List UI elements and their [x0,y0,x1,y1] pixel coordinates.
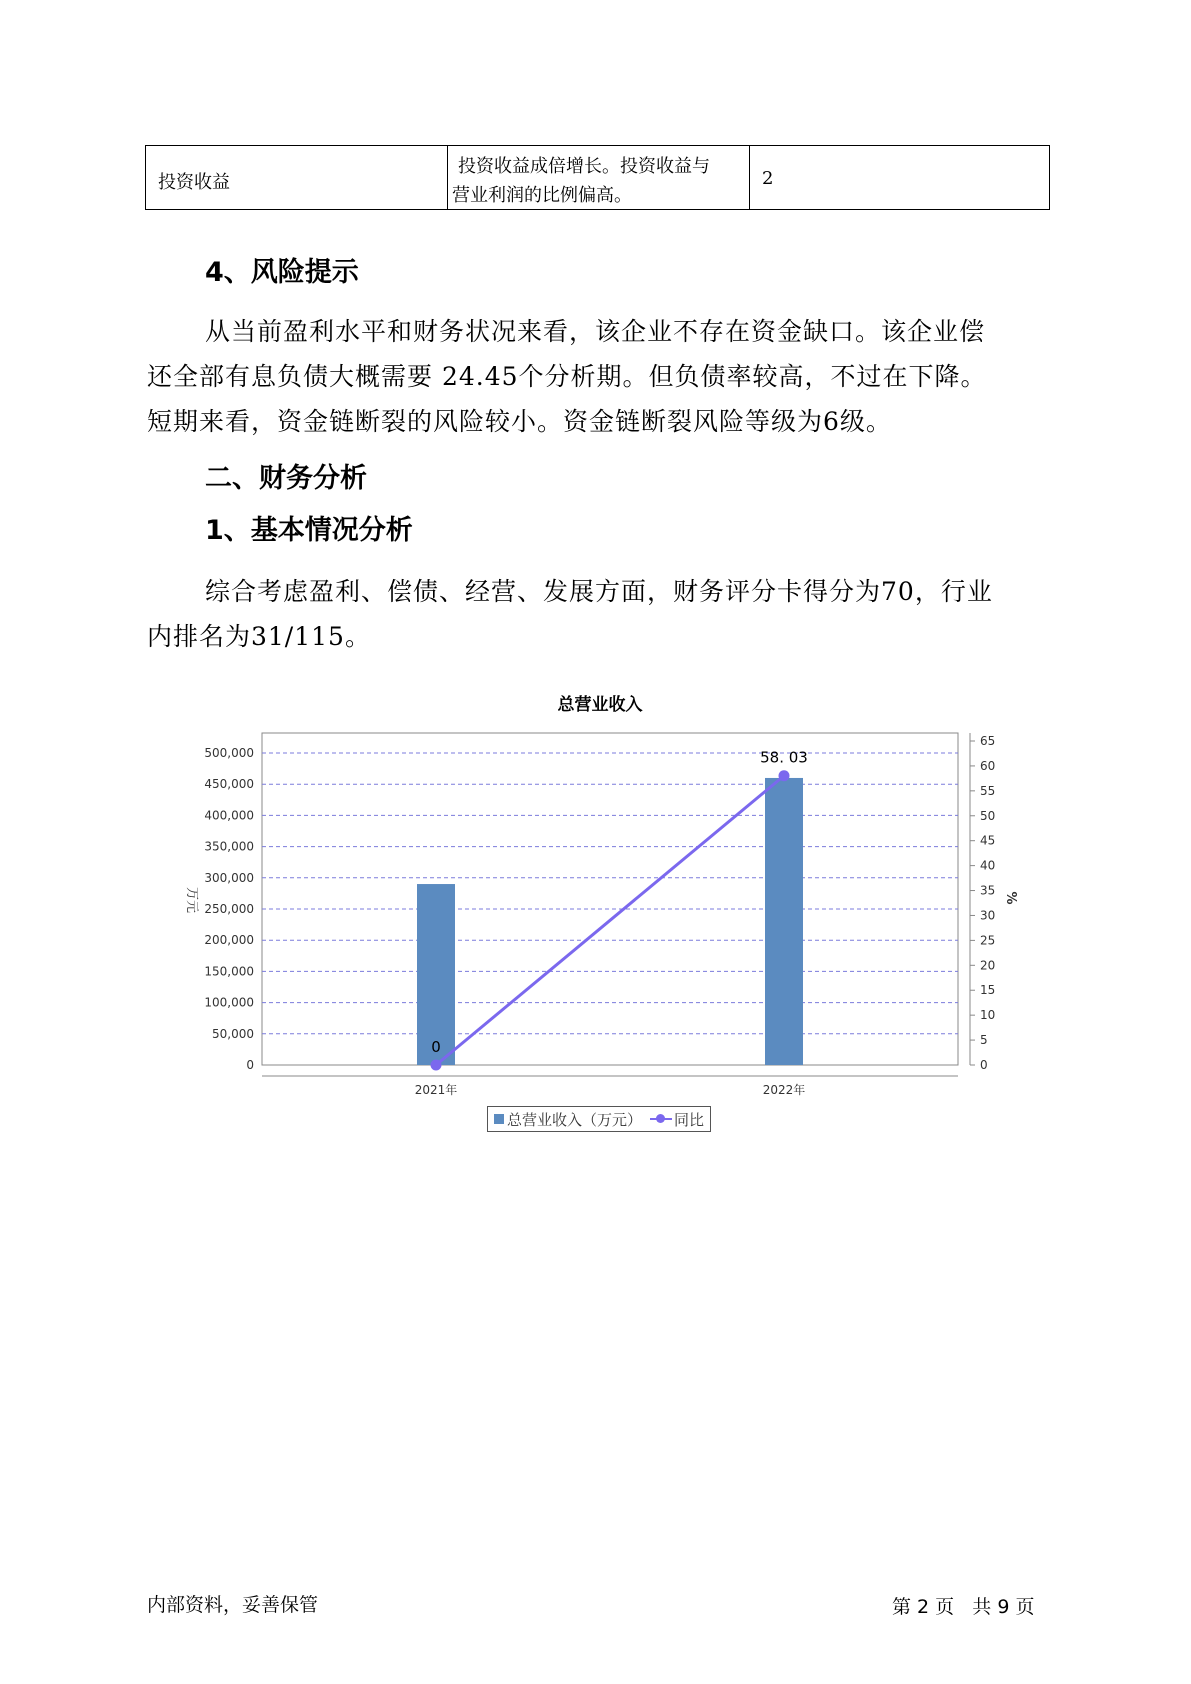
y-tick-label: 0 [246,1058,254,1072]
y-tick-label: 500,000 [204,746,254,760]
yoy-line [436,776,784,1065]
y2-tick-label: 35 [980,883,996,898]
yoy-data-label: 0 [431,1038,441,1056]
y2-tick-label: 25 [980,933,996,948]
yoy-data-label: 58. 03 [760,748,808,767]
yoy-point [431,1060,442,1071]
finance-paragraph-line: 内排名为31/115。 [147,622,371,651]
finance-heading: 二、财务分析 [205,463,367,494]
y-tick-label: 200,000 [204,933,254,948]
risk-paragraph-line: 短期来看，资金链断裂的风险较小。资金链断裂风险等级为6级。 [147,407,892,436]
table-cell-score: 2 [762,168,774,189]
risk-heading: 4、风险提示 [205,257,359,288]
y-tick-label: 350,000 [204,839,254,854]
revenue-bar [765,778,803,1065]
y2-tick-label: 55 [980,783,996,798]
y2-tick-label: 50 [980,808,996,823]
legend-line-label: 同比 [674,1110,705,1129]
y-tick-label: 300,000 [204,870,254,885]
finance-paragraph-line: 综合考虑盈利、偿债、经营、发展方面，财务评分卡得分为70，行业 [205,577,993,606]
legend-line-marker [650,1113,672,1125]
y-tick-label: 100,000 [204,995,254,1010]
x-tick-label: 2022年 [762,1083,806,1097]
description-line: 营业利润的比例偏高。 [452,185,632,206]
footer-confidential: 内部资料，妥善保管 [147,1594,319,1616]
basic-analysis-heading: 1、基本情况分析 [205,515,413,546]
risk-paragraph-line: 还全部有息负债大概需要 24.45个分析期。但负债率较高，不过在下降。 [147,362,987,391]
y-tick-label: 150,000 [204,964,254,979]
y2-tick-label: 0 [980,1058,988,1072]
y2-tick-label: 40 [980,858,996,873]
y2-tick-label: 5 [980,1033,988,1048]
y2-tick-label: 10 [980,1008,996,1023]
y2-tick-label: 60 [980,758,996,773]
risk-paragraph-line: 从当前盈利水平和财务状况来看，该企业不存在资金缺口。该企业偿 [205,317,986,346]
legend-bar-label: 总营业收入（万元） [507,1110,643,1129]
y2-axis-title: % [1003,891,1018,905]
y2-tick-label: 65 [980,734,996,748]
chart-legend [487,1106,711,1132]
y-axis-title: 万元 [184,886,199,914]
y2-tick-label: 45 [980,833,996,848]
plot-frame [262,733,958,1065]
y2-tick-label: 15 [980,983,996,998]
footer-page-number: 第 2 页 共 9 页 [892,1596,1035,1618]
y-tick-label: 50,000 [212,1026,254,1041]
table-cell-item: 投资收益 [146,146,448,209]
yoy-point [779,770,790,781]
y2-tick-label: 20 [980,958,996,973]
legend-bar-swatch [494,1114,504,1124]
y-tick-label: 400,000 [204,808,254,823]
x-tick-label: 2021年 [414,1083,458,1097]
y-tick-label: 250,000 [204,902,254,916]
chart-title: 总营业收入 [557,695,643,715]
y2-tick-label: 30 [980,908,996,923]
y-tick-label: 450,000 [204,777,254,792]
description-line: 投资收益成倍增长。投资收益与 [458,156,710,177]
